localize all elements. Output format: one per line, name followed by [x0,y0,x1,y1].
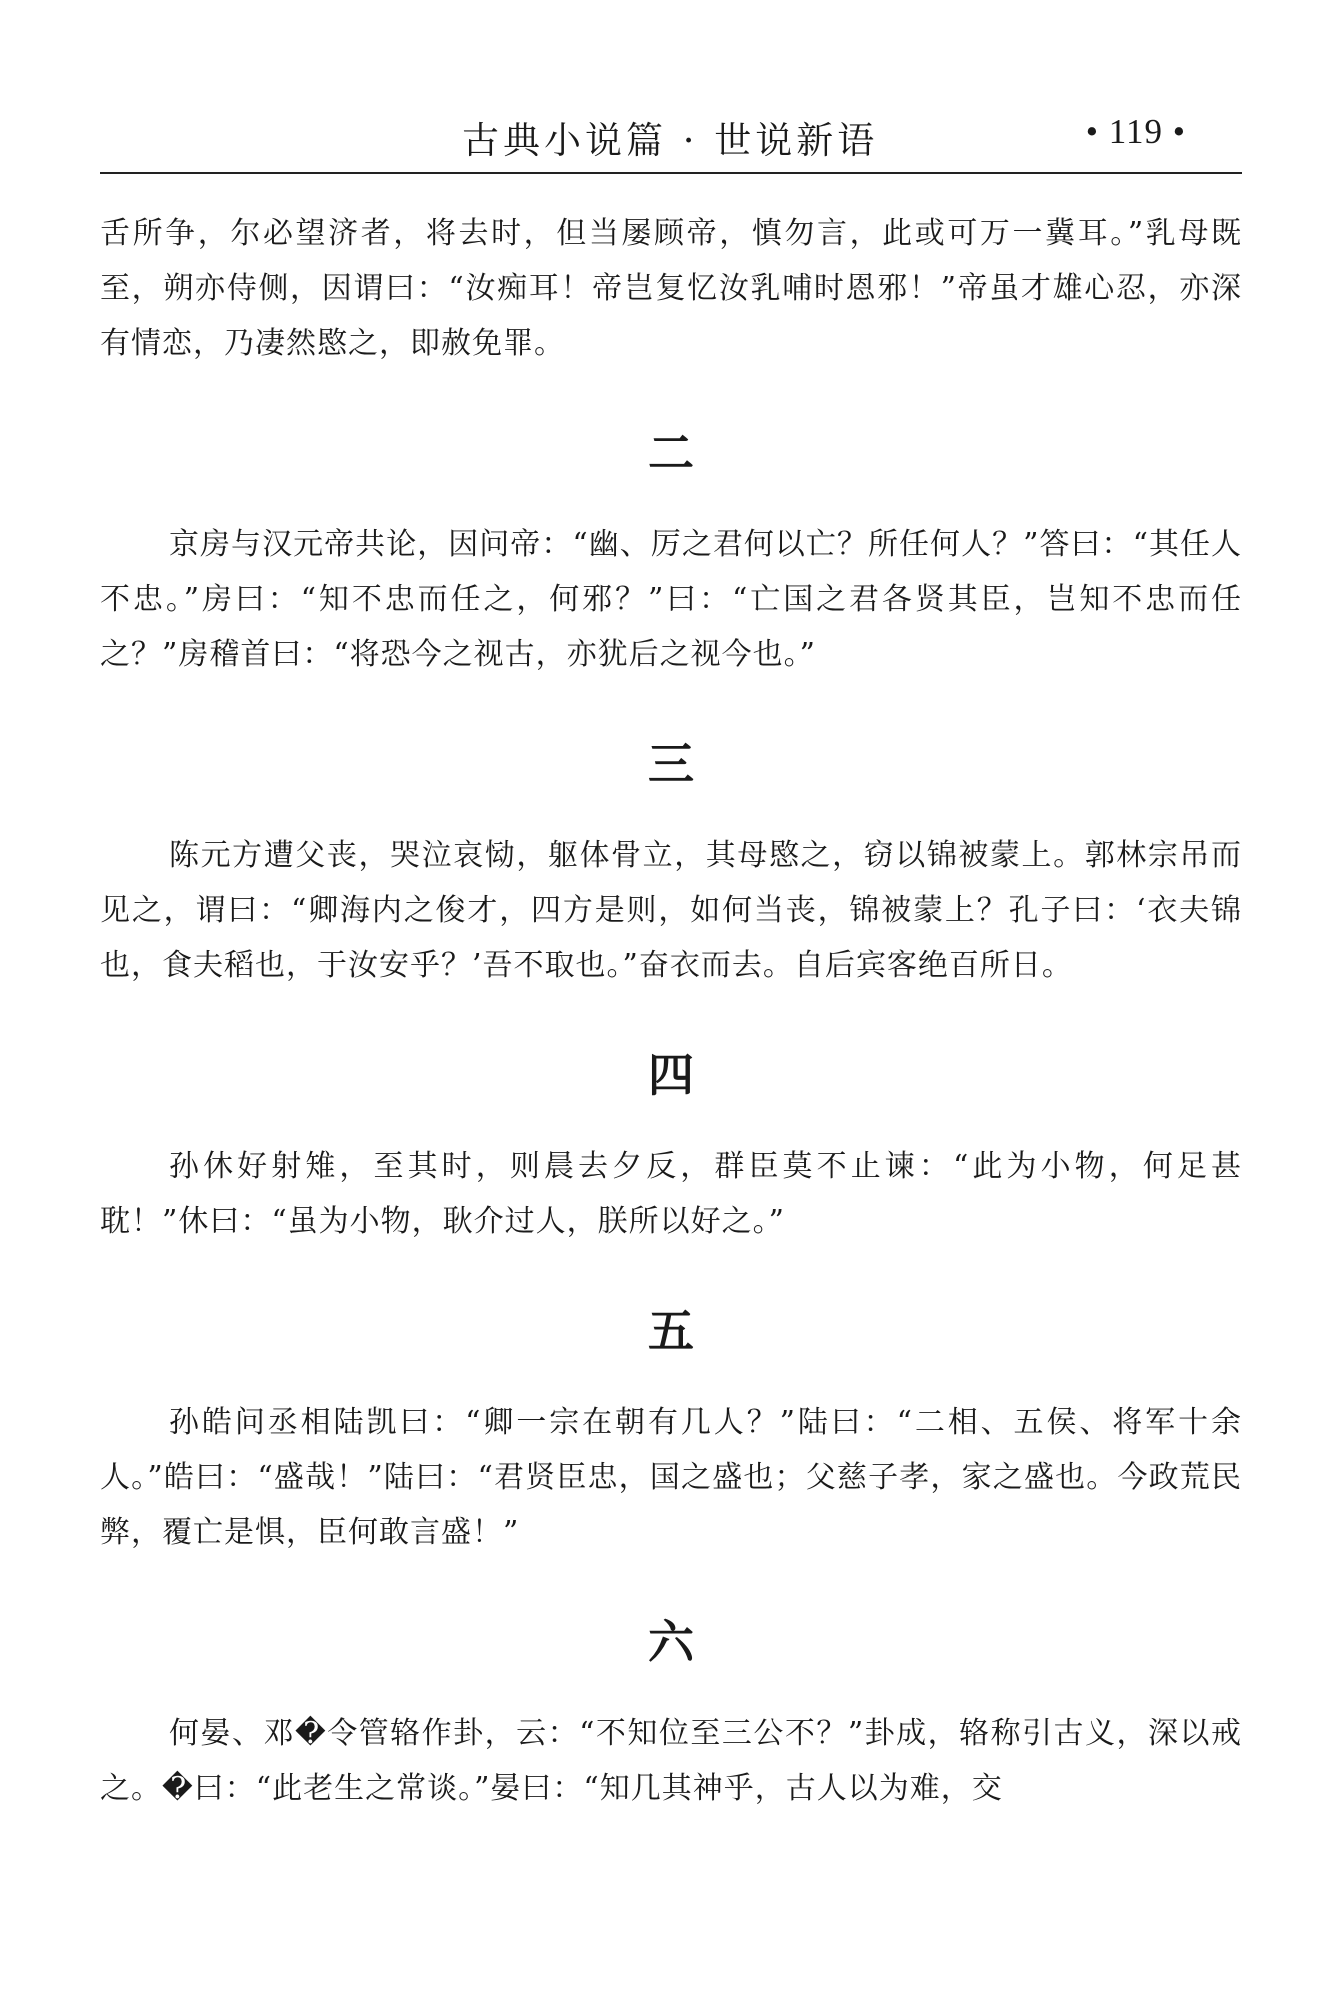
section-paragraph-6: 何晏、邓�令管辂作卦，云：“不知位至三公不？”卦成，辂称引古义，深以戒之。�曰：“此老生之常谈。”晏曰：“知几其神乎，古人以为难，交 [100,1716,1242,1806]
running-title: 古典小说篇 · 世说新语 [462,119,879,162]
section-heading-6: 六 [648,1615,694,1669]
continued-paragraph: 舌所争，尔必望济者，将去时，但当屡顾帝，慎勿言，此或可万一冀耳。”乳母既至，朔亦侍侧，因谓曰：“汝痴耳！帝岂复忆汝乳哺时恩邪！”帝虽才雄心忍，亦深有情恋，乃凄然愍之，即赦免罪。 [100,216,1242,361]
page-header [100,100,1242,174]
page-number: • 119 • [1085,112,1186,151]
section-heading-4: 四 [648,1048,694,1102]
section-paragraph-3: 陈元方遭父丧，哭泣哀恸，躯体骨立，其母愍之，窃以锦被蒙上。郭林宗吊而见之，谓曰：“卿海内之俊才，四方是则，如何当丧，锦被蒙上？孔子曰：‘衣夫锦也，食夫稻也，于汝安乎？’吾不取也。”奋衣而去。自后宾客绝百所日。 [100,838,1242,983]
section-paragraph-5: 孙皓问丞相陆凯曰：“卿一宗在朝有几人？”陆曰：“二相、五侯、将军十余人。”皓曰：“盛哉！”陆曰：“君贤臣忠，国之盛也；父慈子孝，家之盛也。今政荒民弊，覆亡是惧，臣何敢言盛！” [100,1405,1242,1550]
section-paragraph-2: 京房与汉元帝共论，因问帝：“幽、厉之君何以亡？所任何人？”答曰：“其任人不忠。”房曰：“知不忠而任之，何邪？”曰：“亡国之君各贤其臣，岂知不忠而任之？”房稽首曰：“将恐今之视古，亦犹后之视今也。” [100,527,1242,672]
section-heading-3: 三 [648,737,694,791]
section-heading-5: 五 [648,1304,694,1358]
section-heading-2: 二 [648,426,694,480]
section-paragraph-4: 孙休好射雉，至其时，则晨去夕反，群臣莫不止谏：“此为小物，何足甚耽！”休曰：“虽为小物，耿介过人，朕所以好之。” [100,1149,1242,1239]
page-body [100,206,1242,1816]
